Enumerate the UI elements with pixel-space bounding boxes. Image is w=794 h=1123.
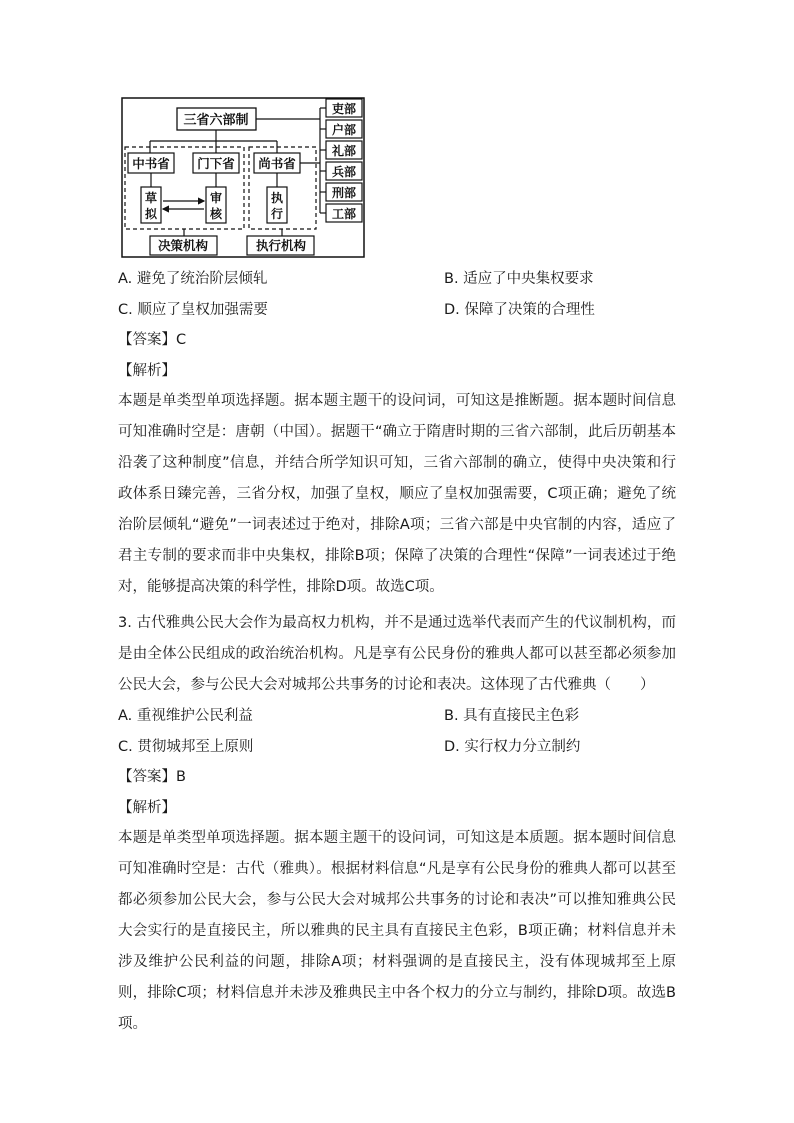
q3-analysis-text: 本题是单类型单项选择题。据本题主题干的设问词，可知这是本质题。据本题时间信息可知准确时空是：古代（雅典）。根据材料信息“凡是享有公民身份的雅典人都可以甚至都必须参加公民大会，参与公民大会对城邦公共事务的讨论和表决”可以推知雅典公民大会实行的是直接民主，所以雅典的民主具有直接民主色彩，B项正确；材料信息并未涉及维护公民利益的问题，排除A项；材料强调的是直接民主，没有体现城邦至上原则，排除C项；材料信息并未涉及雅典民主中各个权力的分立与制约，排除D项。故选B项。 bbox=[118, 830, 676, 1032]
q2-analysis-text: 本题是单类型单项选择题。据本题主题干的设问词，可知这是推断题。据本题时间信息可知准确时空是：唐朝（中国）。据题干“确立于隋唐时期的三省六部制，此后历朝基本沿袭了这种制度”信息，并结合所学知识可知，三省六部制的确立，使得中央决策和行政体系日臻完善，三省分权，加强了皇权，顺应了皇权加强需要，C项正确；避免了统治阶层倾轧“避免”一词表述过于绝对，排除A项；三省六部是中央官制的内容，适应了君主专制的要求而非中央集权，排除B项；保障了决策的合理性“保障”一词表述过于绝对，能够提高决策的科学性，排除D项。故选C项。 bbox=[118, 393, 676, 595]
q3-option-c: C. 贯彻城邦至上原则 bbox=[118, 739, 254, 755]
q3-option-b: B. 具有直接民主色彩 bbox=[444, 708, 580, 724]
ministry-rites: 礼部 bbox=[331, 144, 357, 158]
q3-analysis-label: 【解析】 bbox=[118, 800, 176, 816]
zhongshu-label: 中书省 bbox=[132, 156, 170, 171]
exec-org-label: 执行机构 bbox=[255, 238, 307, 253]
ministry-war: 兵部 bbox=[331, 165, 357, 179]
exec-char-1: 执 bbox=[270, 191, 284, 205]
q2-option-a: A. 避免了统治阶层倾轧 bbox=[118, 271, 268, 287]
q3-stem: 3. 古代雅典公民大会作为最高权力机构，并不是通过选举代表而产生的代议制机构，而是由全体公民组成的政治统治机构。凡是享有公民身份的雅典人都可以甚至都必须参加公民大会，参与公民大会对城邦公共事务的讨论和表决。这体现了古代雅典（ ） bbox=[118, 615, 676, 693]
review-char-2: 核 bbox=[209, 207, 223, 221]
draft-char-2: 拟 bbox=[144, 207, 158, 221]
q2-answer: 【答案】C bbox=[118, 332, 187, 348]
ministry-works: 工部 bbox=[331, 207, 357, 221]
ministry-justice: 刑部 bbox=[331, 186, 357, 200]
ministry-revenue: 户部 bbox=[331, 123, 357, 137]
q2-option-b: B. 适应了中央集权要求 bbox=[444, 271, 594, 287]
diagram-title: 三省六部制 bbox=[183, 113, 249, 128]
ministry-personnel: 吏部 bbox=[331, 102, 357, 116]
menxia-label: 门下省 bbox=[197, 156, 235, 171]
decision-org-label: 决策机构 bbox=[157, 238, 209, 253]
q2-option-c: C. 顺应了皇权加强需要 bbox=[118, 302, 268, 318]
exec-char-2: 行 bbox=[270, 207, 284, 221]
q2-option-d: D. 保障了决策的合理性 bbox=[444, 302, 595, 318]
q3-option-d: D. 实行权力分立制约 bbox=[444, 739, 581, 755]
q2-analysis-label: 【解析】 bbox=[118, 363, 176, 379]
q3-answer: 【答案】B bbox=[118, 769, 186, 785]
three-departments-diagram bbox=[120, 96, 365, 259]
draft-char-1: 草 bbox=[144, 191, 158, 205]
review-char-1: 审 bbox=[209, 191, 223, 205]
q3-option-a: A. 重视维护公民利益 bbox=[118, 708, 253, 724]
shangshu-label: 尚书省 bbox=[258, 156, 296, 171]
